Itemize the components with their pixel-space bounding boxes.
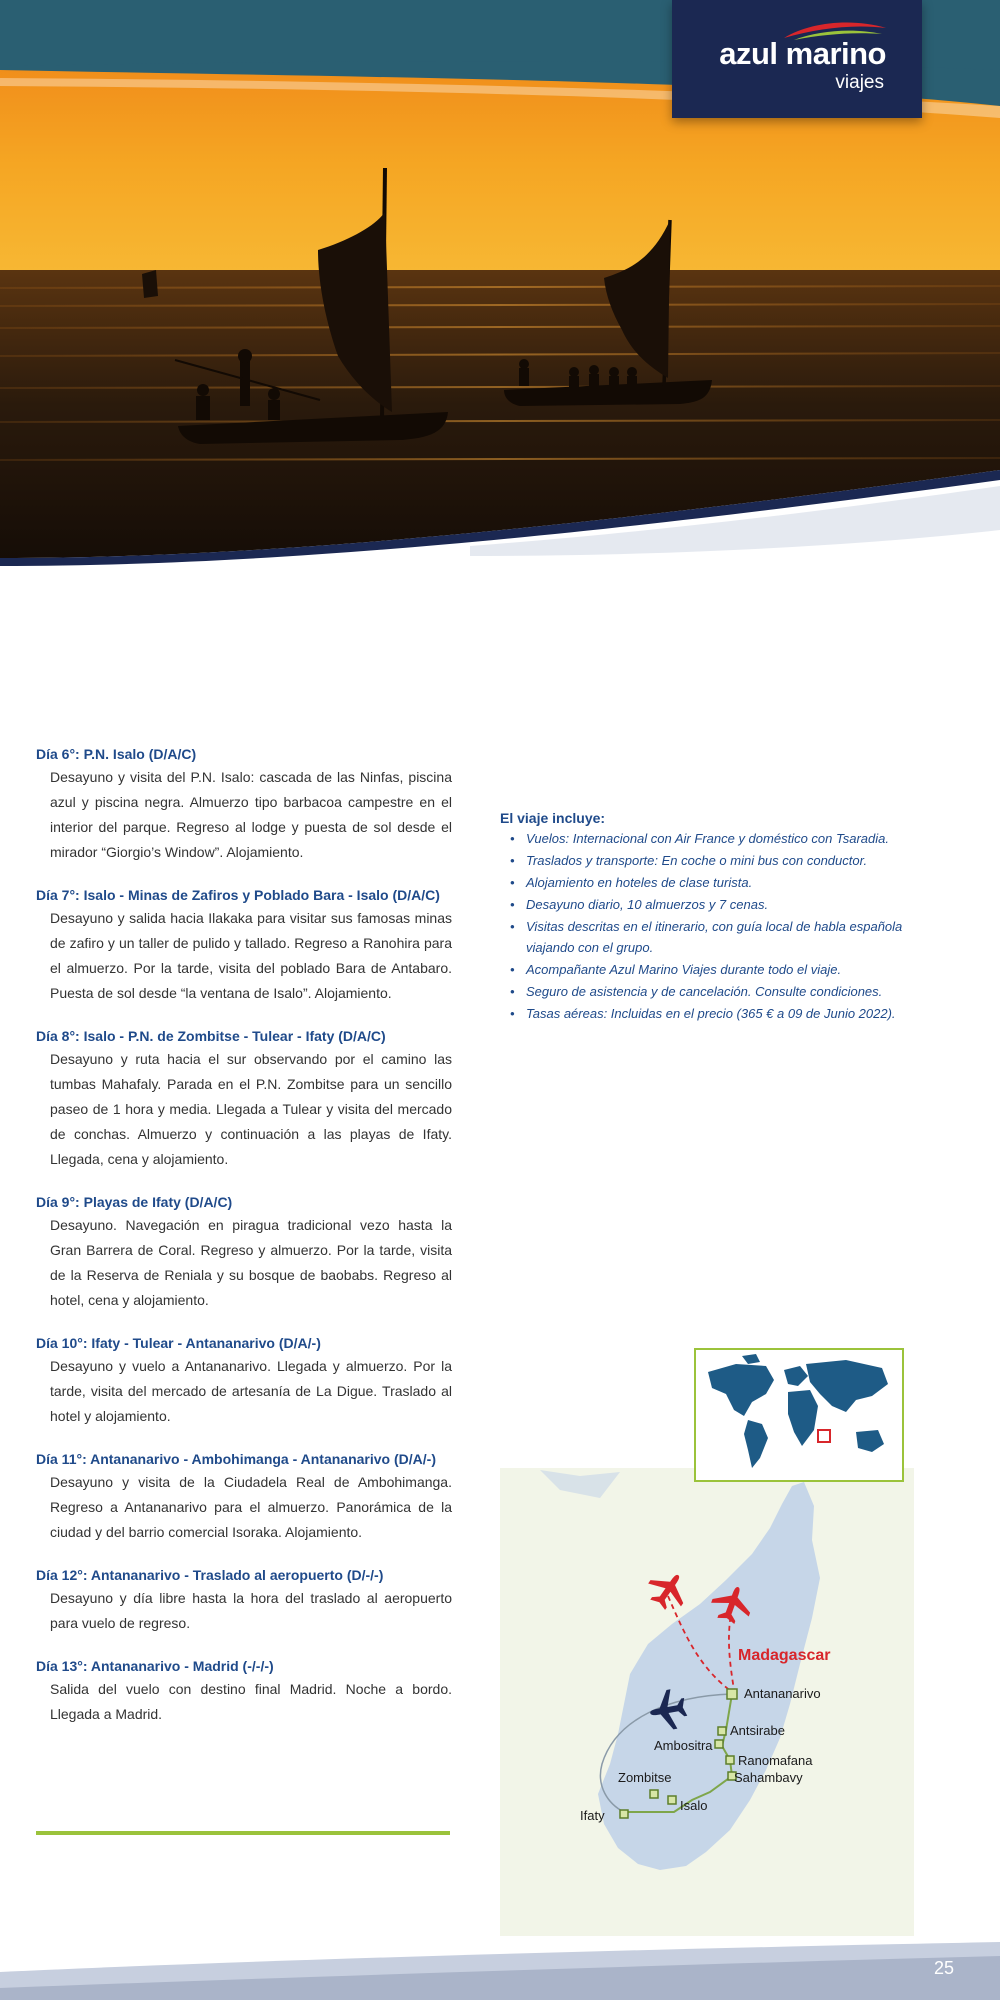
- stop-marker-ambositra: [715, 1740, 723, 1748]
- day-title: Día 9°: Playas de Ifaty (D/A/C): [36, 1194, 233, 1210]
- itinerary-day: [36, 1565, 452, 1636]
- bullet-icon: •: [510, 853, 515, 868]
- includes-item: [500, 916, 914, 958]
- stop-marker-antananarivo: [727, 1689, 737, 1699]
- bullet-icon: •: [510, 831, 515, 846]
- includes-item: [500, 850, 914, 871]
- stop-marker-ifaty: [620, 1810, 628, 1818]
- itinerary-day: [36, 1449, 452, 1545]
- includes-box: [500, 808, 914, 1025]
- day-title: Día 12°: Antananarivo - Traslado al aeropuerto (D/-/-): [36, 1567, 384, 1583]
- bullet-icon: •: [510, 984, 515, 999]
- day-description: Desayuno. Navegación en piragua tradicional vezo hasta la Gran Barrera de Coral. Regreso y almuerzo. Por la tarde, visita de la Reserva de Reniala y su bosque de baobabs. Regreso al hotel, cena y alojamiento.: [50, 1217, 452, 1308]
- bullet-icon: •: [510, 897, 515, 912]
- itinerary-day: [36, 1026, 452, 1172]
- day-description: Desayuno y salida hacia Ilakaka para visitar sus famosas minas de zafiro y un taller de pulido y tallado. Regreso a Ranohira para el almuerzo. Por la tarde, visita del poblado Bara de Antabaro. Puesta de sol desde “la ventana de Isalo”. Alojamiento.: [50, 910, 452, 1001]
- country-label: Madagascar: [738, 1647, 831, 1664]
- day-title: Día 8°: Isalo - P.N. de Zombitse - Tulear - Ifaty (D/A/C): [36, 1028, 386, 1044]
- section-divider: [36, 1831, 450, 1835]
- includes-item: [500, 828, 914, 849]
- includes-item-text: Seguro de asistencia y de cancelación. Consulte condiciones.: [526, 984, 883, 999]
- itinerary-day: [36, 744, 452, 865]
- includes-item: [500, 981, 914, 1002]
- includes-item-text: Visitas descritas en el itinerario, con guía local de habla española viajando con el grupo.: [526, 919, 903, 955]
- world-locator-map: [694, 1348, 904, 1482]
- place-label-isalo: Isalo: [680, 1798, 708, 1813]
- place-label-sahambavy: Sahambavy: [734, 1770, 803, 1785]
- place-label-ambositra: Ambositra: [654, 1738, 713, 1753]
- place-label-antananarivo: Antananarivo: [744, 1686, 821, 1701]
- includes-title: El viaje incluye:: [500, 810, 606, 826]
- day-description: Desayuno y día libre hasta la hora del traslado al aeropuerto para vuelo de regreso.: [50, 1590, 452, 1631]
- day-description: Desayuno y ruta hacia el sur observando por el camino las tumbas Mahafaly. Parada en el P.N. Zombitse para un sencillo paseo de 1 hora y media. Llegada a Tulear y visita del mercado de conchas. Almuerzo y continuación a las playas de Ifaty. Llegada, cena y alojamiento.: [50, 1051, 452, 1167]
- itinerary-day: [36, 1192, 452, 1313]
- includes-item-text: Vuelos: Internacional con Air France y doméstico con Tsaradia.: [526, 831, 889, 846]
- includes-item: [500, 1003, 914, 1024]
- includes-item-text: Alojamiento en hoteles de clase turista.: [526, 875, 753, 890]
- stop-marker-isalo: [668, 1796, 676, 1804]
- bullet-icon: •: [510, 919, 515, 934]
- includes-item-text: Tasas aéreas: Incluidas en el precio (365 € a 09 de Junio 2022).: [526, 1006, 896, 1021]
- day-title: Día 10°: Ifaty - Tulear - Antananarivo (D/A/-): [36, 1335, 321, 1351]
- day-title: Día 13°: Antananarivo - Madrid (-/-/-): [36, 1658, 274, 1674]
- brand-subtitle: viajes: [835, 72, 884, 93]
- includes-item: [500, 959, 914, 980]
- bullet-icon: •: [510, 1006, 515, 1021]
- day-title: Día 7°: Isalo - Minas de Zafiros y Poblado Bara - Isalo (D/A/C): [36, 887, 440, 903]
- itinerary-day: [36, 1656, 452, 1727]
- stop-marker-ranomafana: [726, 1756, 734, 1764]
- includes-item-text: Desayuno diario, 10 almuerzos y 7 cenas.: [526, 897, 769, 912]
- includes-item-text: Traslados y transporte: En coche o mini bus con conductor.: [526, 853, 868, 868]
- place-label-antsirabe: Antsirabe: [730, 1723, 785, 1738]
- day-title: Día 11°: Antananarivo - Ambohimanga - Antananarivo (D/A/-): [36, 1451, 436, 1467]
- bottom-band: [0, 1942, 1000, 2000]
- stop-marker-zombitse: [650, 1790, 658, 1798]
- madagascar-route-map: [500, 1468, 914, 1936]
- stop-marker-antsirabe: [718, 1727, 726, 1735]
- itinerary-day: [36, 1333, 452, 1429]
- bullet-icon: •: [510, 875, 515, 890]
- day-description: Desayuno y visita de la Ciudadela Real de Ambohimanga. Regreso a Antananarivo para el almuerzo. Panorámica de la ciudad y del barrio comercial Isoraka. Alojamiento.: [50, 1474, 452, 1540]
- itinerary: [36, 744, 452, 1747]
- day-description: Desayuno y visita del P.N. Isalo: cascada de las Ninfas, piscina azul y piscina negra. Almuerzo tipo barbacoa campestre en el interior del parque. Regreso al lodge y puesta de sol desde el mirador “Giorgio’s Window”. Alojamiento.: [50, 769, 452, 860]
- place-label-zombitse: Zombitse: [618, 1770, 672, 1785]
- place-label-ifaty: Ifaty: [580, 1808, 605, 1823]
- includes-item-text: Acompañante Azul Marino Viajes durante todo el viaje.: [526, 962, 842, 977]
- day-description: Desayuno y vuelo a Antananarivo. Llegada y almuerzo. Por la tarde, visita del mercado de artesanía de La Digue. Traslado al hotel y alojamiento.: [50, 1358, 452, 1424]
- page-number: 25: [934, 1958, 955, 1978]
- brand-name: azul marino: [719, 36, 886, 71]
- includes-list: [500, 828, 914, 1024]
- place-label-ranomafana: Ranomafana: [738, 1753, 813, 1768]
- bullet-icon: •: [510, 962, 515, 977]
- includes-item: [500, 872, 914, 893]
- day-description: Salida del vuelo con destino final Madrid. Noche a bordo. Llegada a Madrid.: [50, 1681, 452, 1722]
- day-title: Día 6°: P.N. Isalo (D/A/C): [36, 746, 197, 762]
- brand-logo[interactable]: [672, 0, 922, 118]
- hero-sunset-photo: [0, 60, 1000, 570]
- includes-item: [500, 894, 914, 915]
- itinerary-day: [36, 885, 452, 1006]
